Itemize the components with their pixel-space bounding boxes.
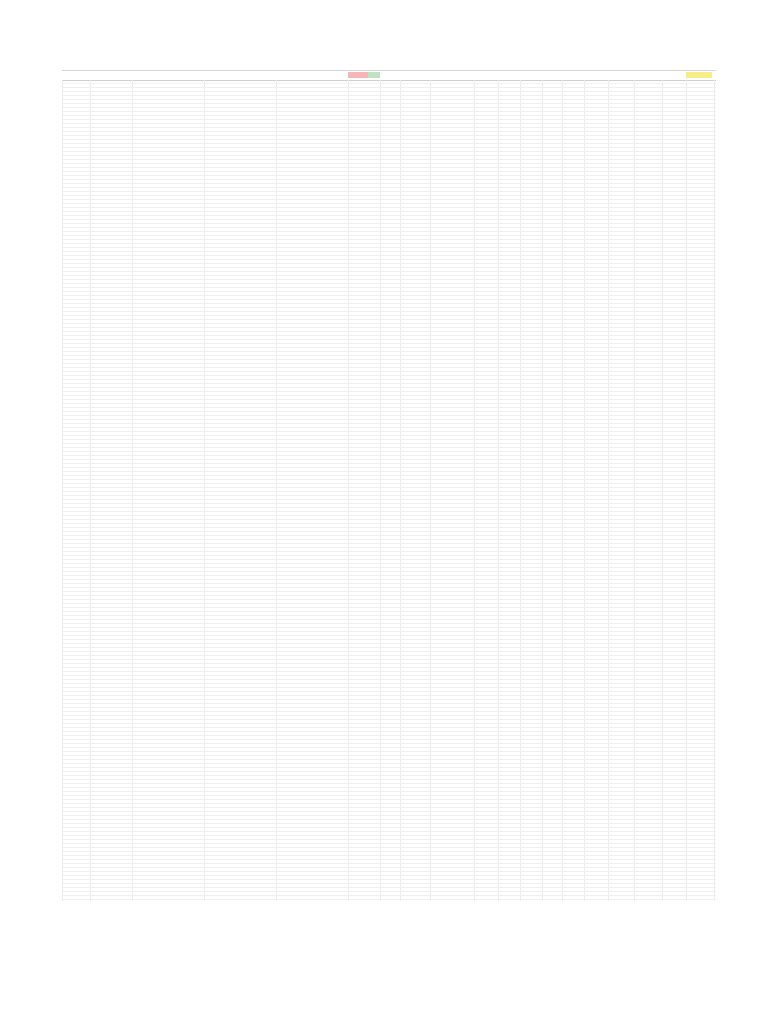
table-body xyxy=(62,80,716,901)
spreadsheet xyxy=(62,70,716,901)
header-accent-cell xyxy=(348,72,368,78)
header-accent-cell xyxy=(686,72,712,78)
header-accent-cell xyxy=(368,72,380,78)
table-row xyxy=(62,896,716,900)
